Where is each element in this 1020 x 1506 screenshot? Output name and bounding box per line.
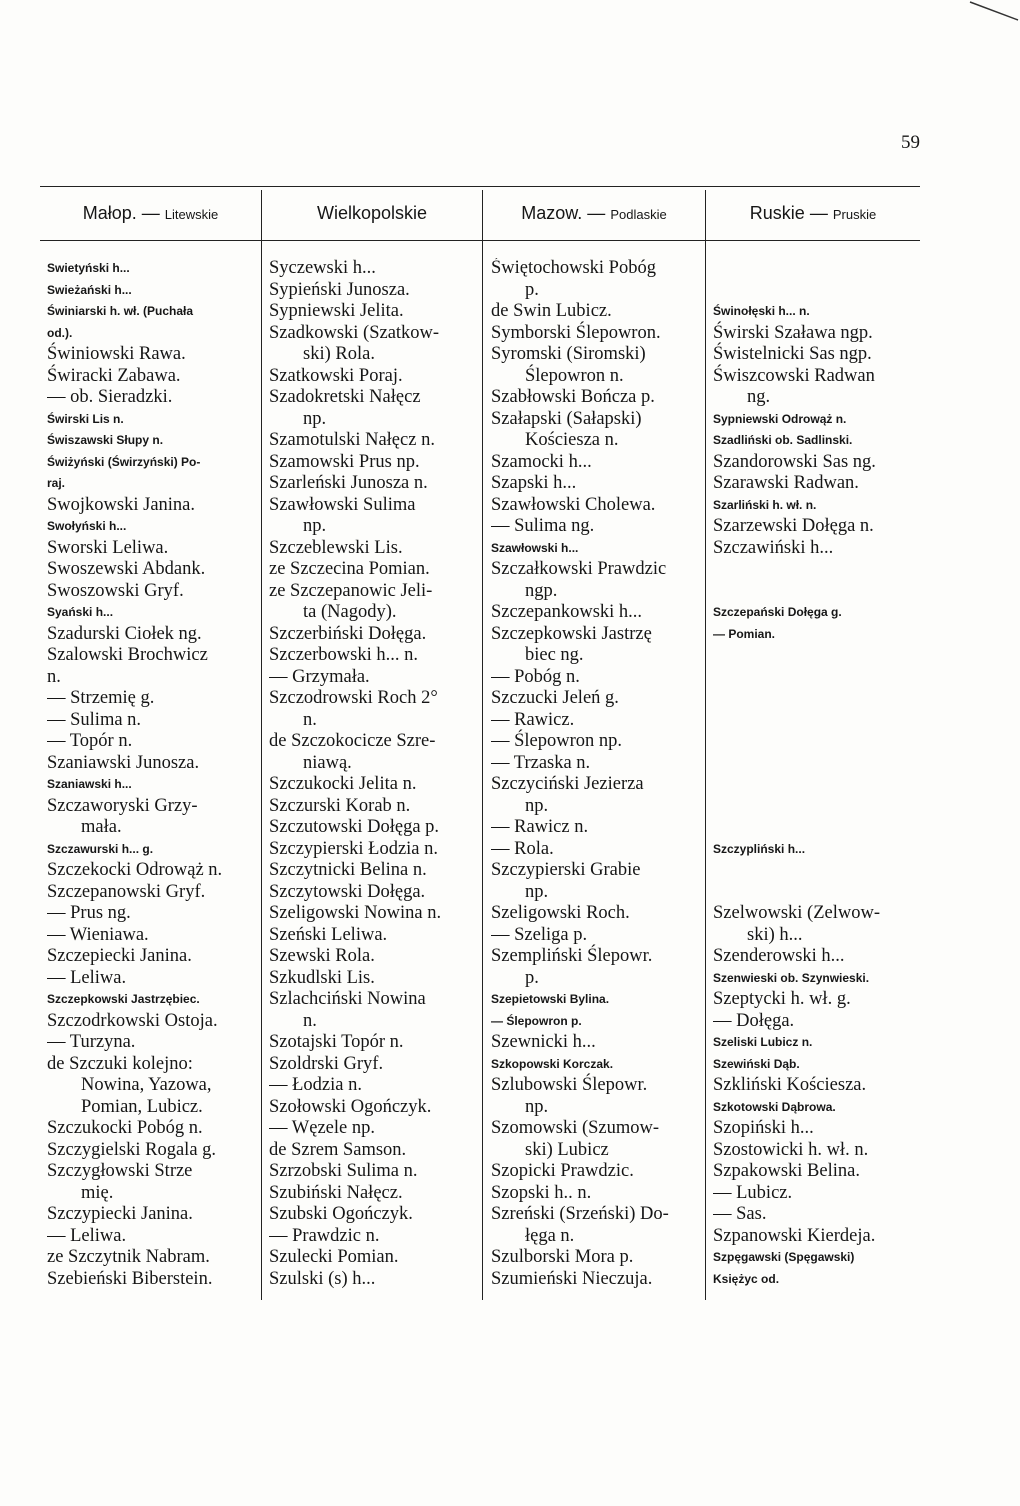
list-item: Szołowski Ogończyk. bbox=[269, 1096, 432, 1117]
list-item: Szawłowski h... bbox=[491, 540, 579, 555]
list-item: Szkliński Kościesza. bbox=[713, 1075, 867, 1095]
list-item: Szandorowski Sas ng. bbox=[713, 451, 876, 472]
list-item: Swoszowski Gryf. bbox=[47, 580, 184, 601]
list-item: Szempliński Ślepowr. bbox=[491, 946, 653, 966]
list-item: Szczepkowski Jastrzębiec. bbox=[47, 992, 200, 1006]
list-item: — Rawicz n. bbox=[491, 817, 589, 837]
list-item: od.). bbox=[47, 325, 73, 340]
column-header-malopolska: Małop. — Litewskie bbox=[82, 203, 219, 223]
list-item: Szoldrski Gryf. bbox=[269, 1053, 384, 1074]
list-item: np. bbox=[303, 408, 327, 429]
column-ruskie-entries bbox=[713, 258, 920, 1290]
list-item: — Rawicz. bbox=[491, 709, 575, 730]
list-item: n. bbox=[303, 1010, 317, 1031]
list-item: Swieżański h... bbox=[47, 282, 132, 297]
list-item: Szczerbiński Dołęga. bbox=[269, 623, 427, 644]
column-header-ruskie: Ruskie — Pruskie bbox=[749, 203, 877, 223]
list-item: Szubiński Nałęcz. bbox=[269, 1182, 403, 1203]
list-item: — Strzemię g. bbox=[47, 688, 155, 708]
column-header-wielkopolska: Wielkopolskie bbox=[316, 203, 428, 223]
list-item: Księżyc od. bbox=[713, 1271, 780, 1286]
list-item: Szczypliński h... bbox=[713, 841, 806, 856]
list-item: Szkotowski Dąbrowa. bbox=[713, 1099, 836, 1114]
list-item: mała. bbox=[81, 817, 122, 837]
list-item: Szkopowski Korczak. bbox=[491, 1056, 614, 1071]
list-item: — Topór n. bbox=[47, 731, 133, 751]
list-item: Szczałkowski Prawdzic bbox=[491, 559, 667, 579]
list-item: Szomowski (Szumow- bbox=[491, 1118, 660, 1138]
list-item: Szczawiński h... bbox=[713, 537, 834, 558]
list-item: — Sulima ng. bbox=[491, 516, 595, 536]
list-item: Szczepiecki Janina. bbox=[47, 946, 192, 966]
list-item: ski) Rola. bbox=[303, 344, 375, 364]
list-item: np. bbox=[303, 516, 327, 536]
list-item: — Rola. bbox=[491, 838, 554, 859]
list-item: Szumieński Nieczuja. bbox=[491, 1268, 653, 1289]
column-divider bbox=[482, 190, 483, 1300]
blank-line bbox=[713, 817, 920, 839]
list-item: np. bbox=[525, 795, 549, 816]
list-item: Szczygłowski Strze bbox=[47, 1161, 193, 1181]
blank-line bbox=[713, 667, 920, 689]
list-item: Szadkowski (Szatkow- bbox=[269, 322, 440, 343]
list-item: Szpakowski Belina. bbox=[713, 1161, 860, 1181]
list-item: Syczewski h... bbox=[269, 258, 376, 278]
list-item: Szczaworyski Grzy- bbox=[47, 795, 198, 816]
list-item: Szczepanowski Gryf. bbox=[47, 881, 206, 902]
list-item: Szapski h... bbox=[491, 473, 577, 493]
list-item: Szlubowski Ślepowr. bbox=[491, 1075, 648, 1095]
list-item: Szopski h.. n. bbox=[491, 1182, 592, 1203]
list-item: Nowina, Yazowa, bbox=[81, 1075, 212, 1095]
list-item: Szrzobski Sulima n. bbox=[269, 1161, 418, 1181]
list-item: ski) Lubicz bbox=[525, 1139, 609, 1160]
blank-line bbox=[713, 774, 920, 796]
list-item: — Turzyna. bbox=[47, 1032, 136, 1052]
list-item: ngp. bbox=[525, 580, 558, 601]
list-item: Szczyciński Jezierza bbox=[491, 774, 644, 794]
list-item: Szczawurski h... g. bbox=[47, 841, 154, 856]
blank-line bbox=[713, 731, 920, 753]
blank-line bbox=[713, 753, 920, 775]
list-item: Szopiński h... bbox=[713, 1118, 814, 1138]
blank-line bbox=[713, 645, 920, 667]
list-item: Szpęgawski (Spęgawski) bbox=[713, 1250, 855, 1264]
list-item: Szadliński ob. Sadlinski. bbox=[713, 433, 853, 447]
list-item: de Szczokocicze Szre- bbox=[269, 731, 436, 751]
list-item: — Ślepowron p. bbox=[491, 1013, 582, 1028]
column-header-mazowsze: Mazow. — Podlaskie bbox=[521, 203, 667, 223]
list-item: — Leliwa. bbox=[47, 967, 127, 988]
list-item: Swojkowski Janina. bbox=[47, 494, 195, 515]
list-item: p. bbox=[525, 967, 539, 988]
list-item: Pomian, Lubicz. bbox=[81, 1096, 203, 1117]
list-item: — Ślepowron np. bbox=[491, 731, 623, 751]
list-item: np. bbox=[525, 881, 549, 902]
list-item: Symborski Ślepowron. bbox=[491, 322, 661, 343]
list-item: p. bbox=[525, 279, 539, 300]
blank-line bbox=[713, 882, 920, 904]
corner-scan-mark bbox=[960, 0, 1020, 30]
list-item: Kościesza n. bbox=[525, 430, 619, 450]
list-item: Szenwieski ob. Szynwieski. bbox=[713, 970, 870, 985]
list-item: Szeński Leliwa. bbox=[269, 924, 388, 945]
list-item: de Szczuki kolejno: bbox=[47, 1053, 193, 1074]
list-item: Świstelnicki Sas ngp. bbox=[713, 344, 872, 364]
list-item: Szpanowski Kierdeja. bbox=[713, 1225, 876, 1246]
list-item: Szelwowski (Zelwow- bbox=[713, 903, 880, 923]
list-item: Szeptycki h. wł. g. bbox=[713, 989, 851, 1009]
list-item: Szkudlski Lis. bbox=[269, 967, 375, 988]
list-item: Świrski Szaława ngp. bbox=[713, 322, 873, 343]
column-divider bbox=[261, 190, 262, 1300]
list-item: — Pobóg n. bbox=[491, 666, 580, 687]
list-item: ski) h... bbox=[747, 924, 803, 945]
list-item: Syański h... bbox=[47, 605, 114, 619]
list-item: Szczypierski Grabie bbox=[491, 860, 641, 880]
list-item: Szewski Rola. bbox=[269, 946, 375, 966]
list-item: ze Szczecina Pomian. bbox=[269, 559, 430, 579]
blank-line bbox=[713, 559, 920, 581]
list-item: Szulski (s) h... bbox=[269, 1268, 376, 1289]
list-item: Szubski Ogończyk. bbox=[269, 1204, 413, 1224]
column-malopolska-entries bbox=[47, 258, 259, 1290]
list-item: Szeligowski Nowina n. bbox=[269, 903, 442, 923]
list-item: Szebieński Biberstein. bbox=[47, 1268, 213, 1289]
list-item: Świnołęski h... n. bbox=[713, 304, 810, 318]
list-item: Szreński (Srzeński) Do- bbox=[491, 1204, 669, 1224]
list-item: Szczodrkowski Ostoja. bbox=[47, 1010, 218, 1031]
list-item: — Szeliga p. bbox=[491, 924, 588, 945]
list-item: Sypniewski Odrowąż n. bbox=[713, 411, 847, 426]
list-item: Szaniawski h... bbox=[47, 777, 132, 791]
list-item: Szepietowski Bylina. bbox=[491, 992, 610, 1006]
table-top-rule bbox=[40, 186, 920, 187]
list-item: Świętochowski Pobóg bbox=[491, 258, 656, 278]
blank-line bbox=[713, 860, 920, 882]
list-item: Szczucki Jeleń g. bbox=[491, 688, 619, 708]
list-item: Szotajski Topór n. bbox=[269, 1032, 404, 1052]
list-item: Szczepański Dołęga g. bbox=[713, 605, 842, 619]
list-item: — Prus ng. bbox=[47, 903, 131, 923]
list-item: Szarleński Junosza n. bbox=[269, 473, 428, 493]
list-item: Szadurski Ciołek ng. bbox=[47, 623, 202, 644]
list-item: raj. bbox=[47, 476, 66, 490]
list-item: Swoszewski Abdank. bbox=[47, 559, 206, 579]
list-item: Świniowski Rawa. bbox=[47, 344, 186, 364]
list-item: niawą. bbox=[303, 752, 352, 773]
list-item: — Lubicz. bbox=[713, 1182, 793, 1203]
list-item: Szczypiecki Janina. bbox=[47, 1204, 193, 1224]
list-item: Szaniawski Junosza. bbox=[47, 752, 200, 773]
list-item: Szawłowski Cholewa. bbox=[491, 494, 656, 515]
list-item: — Sas. bbox=[713, 1204, 767, 1224]
list-item: Sworski Leliwa. bbox=[47, 537, 169, 558]
column-wielkopolska-entries bbox=[269, 258, 479, 1290]
list-item: de Swin Lubicz. bbox=[491, 301, 612, 321]
blank-line bbox=[713, 581, 920, 603]
list-item: Szarawski Radwan. bbox=[713, 473, 859, 493]
list-item: Swołyński h... bbox=[47, 519, 127, 533]
list-item: Ślepowron n. bbox=[525, 365, 624, 386]
page-number: 59 bbox=[901, 132, 920, 153]
list-item: Szczodrowski Roch 2° bbox=[269, 688, 438, 708]
list-item: de Szrem Samson. bbox=[269, 1139, 407, 1160]
list-item: Szamowski Prus np. bbox=[269, 451, 420, 472]
list-item: Sypieński Junosza. bbox=[269, 279, 410, 300]
blank-line bbox=[713, 258, 920, 280]
list-item: — Sulima n. bbox=[47, 709, 142, 730]
list-item: — ob. Sieradzki. bbox=[47, 387, 173, 407]
list-item: Sypniewski Jelita. bbox=[269, 301, 404, 321]
list-item: Szczygielski Rogala g. bbox=[47, 1139, 217, 1160]
list-item: — Dołęga. bbox=[713, 1010, 795, 1031]
blank-line bbox=[713, 280, 920, 302]
list-item: Świszcowski Radwan bbox=[713, 365, 875, 386]
list-item: Szeliski Lubicz n. bbox=[713, 1035, 813, 1049]
list-item: Szczepkowski Jastrzę bbox=[491, 623, 652, 644]
list-item: mię. bbox=[81, 1182, 114, 1203]
list-item: n. bbox=[47, 666, 61, 687]
list-item: Szlachciński Nowina bbox=[269, 989, 426, 1009]
list-item: — Leliwa. bbox=[47, 1225, 127, 1246]
list-item: — Łodzia n. bbox=[269, 1075, 362, 1095]
list-item: Świżyński (Świrzyński) Po- bbox=[47, 454, 201, 469]
list-item: — Wieniawa. bbox=[47, 924, 149, 945]
list-item: Szewnicki h... bbox=[491, 1032, 596, 1052]
list-item: ta (Nagody). bbox=[303, 602, 397, 622]
list-item: Szulborski Mora p. bbox=[491, 1247, 634, 1267]
list-item: Świracki Zabawa. bbox=[47, 365, 181, 386]
list-item: Szostowicki h. wł. n. bbox=[713, 1139, 869, 1160]
column-divider bbox=[705, 190, 706, 1300]
list-item: Szczukocki Jelita n. bbox=[269, 774, 417, 794]
list-item: — Pomian. bbox=[713, 626, 776, 641]
list-item: — Grzymała. bbox=[269, 666, 370, 687]
list-item: Szeligowski Roch. bbox=[491, 903, 630, 923]
list-item: Szczurski Korab n. bbox=[269, 795, 411, 816]
header-bottom-rule bbox=[40, 240, 920, 241]
list-item: biec ng. bbox=[525, 645, 584, 665]
list-item: Szulecki Pomian. bbox=[269, 1247, 399, 1267]
list-item: Świrski Lis n. bbox=[47, 411, 124, 426]
blank-line bbox=[713, 796, 920, 818]
list-item: ze Szczepanowic Jeli- bbox=[269, 580, 433, 601]
list-item: Szczekocki Odrowąż n. bbox=[47, 860, 223, 880]
list-item: np. bbox=[525, 1096, 549, 1117]
list-item: Szczukocki Pobóg n. bbox=[47, 1118, 203, 1138]
list-item: Świszawski Słupy n. bbox=[47, 433, 164, 447]
list-item: ng. bbox=[747, 387, 771, 407]
list-item: Szczytowski Dołęga. bbox=[269, 881, 426, 902]
list-item: Szczytnicki Belina n. bbox=[269, 860, 427, 880]
list-item: — Prawdzic n. bbox=[269, 1225, 380, 1246]
list-item: Szczeblewski Lis. bbox=[269, 537, 403, 558]
list-item: Szalowski Brochwicz bbox=[47, 645, 208, 665]
column-mazowsze-entries bbox=[491, 258, 703, 1290]
blank-line bbox=[713, 688, 920, 710]
list-item: Szałapski (Sałapski) bbox=[491, 408, 642, 429]
list-item: Szewiński Dąb. bbox=[713, 1056, 800, 1071]
blank-line bbox=[713, 710, 920, 732]
list-item: Szarzewski Dołęga n. bbox=[713, 516, 874, 536]
list-item: Szczerbowski h... n. bbox=[269, 645, 418, 665]
list-item: łęga n. bbox=[525, 1225, 575, 1246]
list-item: Swietyński h... bbox=[47, 261, 130, 275]
list-item: Szarliński h. wł. n. bbox=[713, 497, 817, 512]
list-item: Szatkowski Poraj. bbox=[269, 365, 403, 386]
list-item: Szczypierski Łodzia n. bbox=[269, 838, 439, 859]
list-item: Szczutowski Dołęga p. bbox=[269, 817, 440, 837]
list-item: ze Szczytnik Nabram. bbox=[47, 1247, 210, 1267]
list-item: Syromski (Siromski) bbox=[491, 344, 646, 364]
list-item: Szamocki h... bbox=[491, 451, 592, 472]
list-item: Świniarski h. wł. (Puchała bbox=[47, 304, 194, 318]
list-item: Szawłowski Sulima bbox=[269, 494, 416, 515]
list-item: Szamotulski Nałęcz n. bbox=[269, 430, 435, 450]
list-item: — Trzaska n. bbox=[491, 752, 591, 773]
list-item: Szopicki Prawdzic. bbox=[491, 1161, 634, 1181]
list-item: — Węzele np. bbox=[269, 1118, 375, 1138]
list-item: Szadokretski Nałęcz bbox=[269, 387, 421, 407]
list-item: n. bbox=[303, 709, 317, 730]
list-item: Szczepankowski h... bbox=[491, 602, 643, 622]
list-item: Szenderowski h... bbox=[713, 946, 845, 966]
list-item: Szabłowski Bończa p. bbox=[491, 387, 655, 407]
